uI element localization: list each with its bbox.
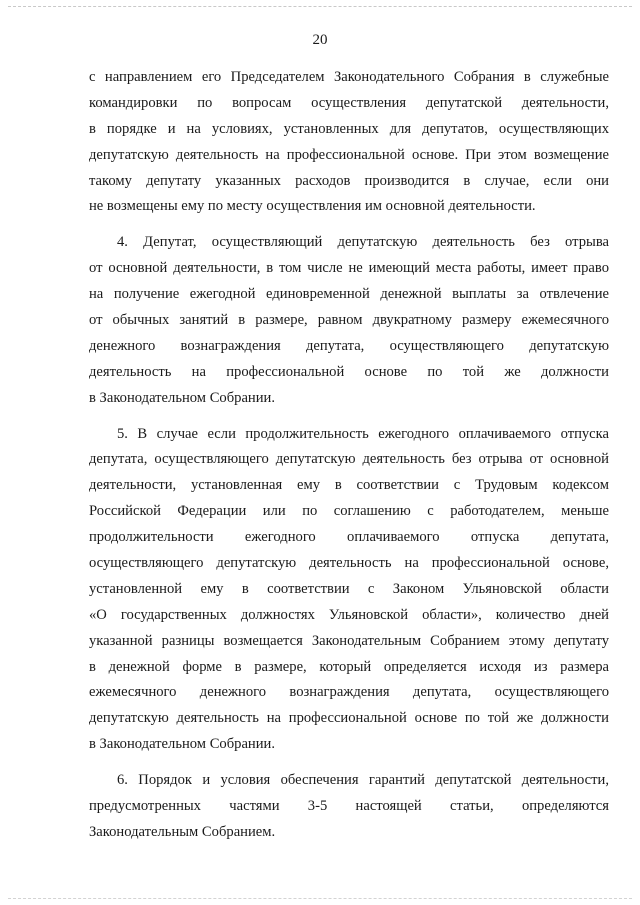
page-number: 20 xyxy=(312,32,328,48)
text-line: Российской Федерации или по соглашению с работодателем, меньше xyxy=(89,503,609,520)
text-line: депутата, осуществляющего депутатскую деятельность без отрыва от основной xyxy=(89,451,609,468)
text-line: «О государственных должностях Ульяновской области», количество дней xyxy=(89,606,609,623)
paragraph-gap xyxy=(89,758,609,768)
text-line: указанной разницы возмещается Законодательным Собранием этому депутату xyxy=(89,632,609,649)
text-line: не возмещены ему по месту осуществления им основной деятельности. xyxy=(89,198,536,215)
document-body xyxy=(89,65,609,846)
text-line: с направлением его Председателем Законодательного Собрания в служебные xyxy=(89,69,609,85)
scan-edge-bottom xyxy=(8,898,632,899)
paragraph xyxy=(89,65,609,220)
text-line: такому депутату указанных расходов производится в случае, если они xyxy=(89,172,609,189)
text-line: осуществляющего депутатскую деятельность на профессиональной основе, xyxy=(89,555,609,572)
text-line: деятельность на профессиональной основе по той же должности xyxy=(89,363,609,380)
paragraph-gap xyxy=(89,220,609,230)
text-line: командировки по вопросам осуществления депутатской деятельности, xyxy=(89,94,609,111)
text-line: установленной ему в соответствии с Законом Ульяновской области xyxy=(89,580,609,597)
text-line: от основной деятельности, в том числе не имеющий места работы, имеет право xyxy=(89,260,609,277)
text-line: на получение ежегодной единовременной денежной выплаты за отвлечение xyxy=(89,286,609,303)
paragraph xyxy=(89,230,609,411)
paragraph-gap xyxy=(89,412,609,422)
text-line: депутатскую деятельность на профессиональной основе по той же должности xyxy=(89,710,609,727)
text-line: 6. Порядок и условия обеспечения гарантий депутатской деятельности, xyxy=(117,772,609,789)
text-line: 4. Депутат, осуществляющий депутатскую деятельность без отрыва xyxy=(117,234,609,251)
text-line: в денежной форме в размере, который определяется исходя из размера xyxy=(89,658,609,675)
text-line: продолжительности ежегодного оплачиваемого отпуска депутата, xyxy=(89,529,609,546)
text-line: депутатскую деятельность на профессиональной основе. При этом возмещение xyxy=(89,146,609,163)
text-line: 5. В случае если продолжительность ежегодного оплачиваемого отпуска xyxy=(117,425,609,442)
text-line: ежемесячного денежного вознаграждения депутата, осуществляющего xyxy=(89,684,609,701)
text-line: от обычных занятий в размере, равном двукратному размеру ежемесячного xyxy=(89,312,609,329)
paragraph xyxy=(89,768,609,846)
text-line: предусмотренных частями 3-5 настоящей статьи, определяются xyxy=(89,798,609,815)
text-line: денежного вознаграждения депутата, осуществляющего депутатскую xyxy=(89,337,609,354)
text-line: Законодательным Собранием. xyxy=(89,823,276,840)
text-line: в Законодательном Собрании. xyxy=(89,389,275,406)
scan-edge-top xyxy=(8,6,632,7)
text-line: деятельности, установленная ему в соответствии с Трудовым кодексом xyxy=(89,477,609,494)
text-line: в порядке и на условиях, установленных для депутатов, осуществляющих xyxy=(89,120,609,137)
paragraph xyxy=(89,422,609,759)
text-line: в Законодательном Собрании. xyxy=(89,736,275,753)
